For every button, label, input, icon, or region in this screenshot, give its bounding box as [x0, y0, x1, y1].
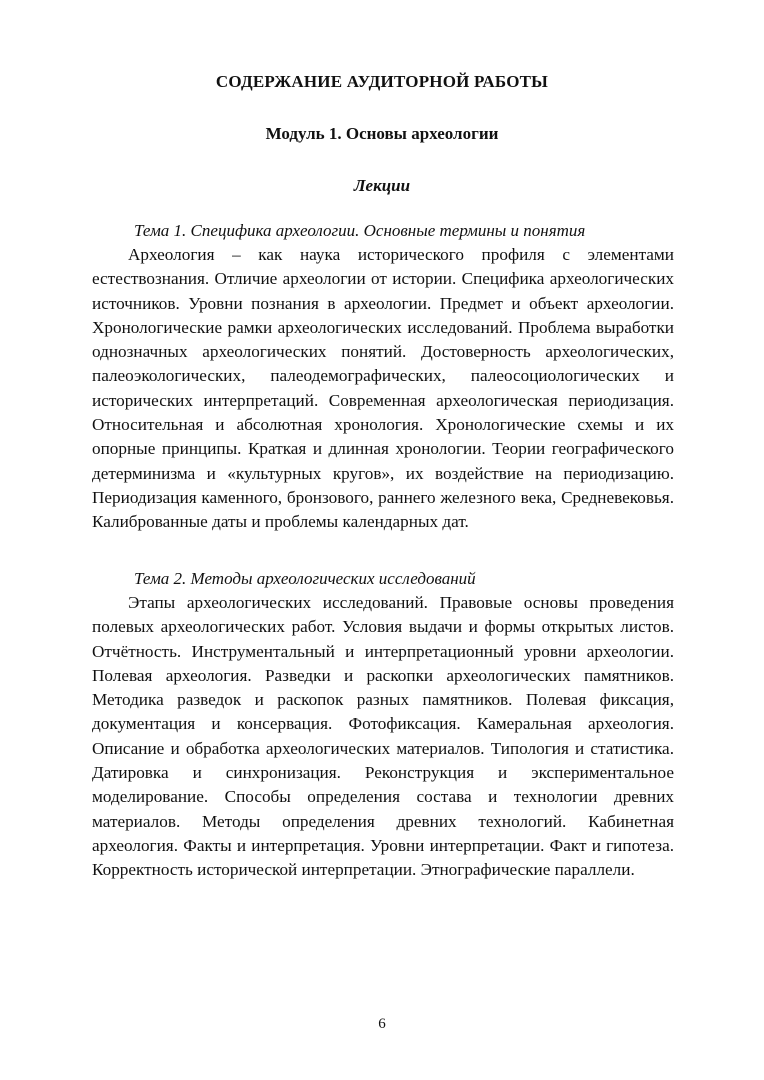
topic-body: Археология – как наука исторического профиля с элементами естествознания. Отличие археологии от истории. Специфика археологических источников. Уровни познания в археологии. Предмет и объект археологии. Хронологические рамки археологических исследований. Проблема выработки однозначных археологических понятий. Достоверность археологических, палеоэкологических, палеодемографических, палеосоциологических и исторических интерпретаций. Современная археологическая периодизация. Относительная и абсолютная хронология. Хронологические схемы и их опорные принципы. Краткая и длинная хронологии. Теории географического детерминизма и «культурных кругов», их воздействие на периодизацию. Периодизация каменного, бронзового, раннего железного века, Средневековья. Калиброванные даты и проблемы календарных дат.: [92, 245, 674, 532]
section-title: Лекции: [353, 176, 411, 195]
topic-body: Этапы археологических исследований. Правовые основы проведения полевых археологических работ. Условия выдачи и формы открытых листов. Отчётность. Инструментальный и интерпретационный уровни археологии. Полевая археология. Разведки и раскопки археологических памятников. Методика разведок и раскопок разных памятников. Полевая фиксация, документация и консервация. Фотофиксация. Камеральная археология. Описание и обработка археологических материалов. Типология и статистика. Датировка и синхронизация. Реконструкция и экспериментальное моделирование. Способы определения состава и технологии древних материалов. Методы определения древних технологий. Кабинетная археология. Факты и интерпретация. Уровни интерпретации. Факт и гипотеза. Корректность исторической интерпретации. Этнографические параллели.: [92, 593, 674, 880]
topic-title: Тема 1. Специфика археологии. Основные термины и понятия: [134, 221, 586, 240]
document-title: СОДЕРЖАНИЕ АУДИТОРНОЙ РАБОТЫ: [215, 72, 549, 91]
page-number: 6: [378, 1016, 386, 1032]
topic-section: [92, 218, 674, 535]
topic-section: [92, 566, 674, 883]
module-title: Модуль 1. Основы археологии: [265, 124, 499, 143]
topic-title: Тема 2. Методы археологических исследований: [134, 569, 476, 588]
